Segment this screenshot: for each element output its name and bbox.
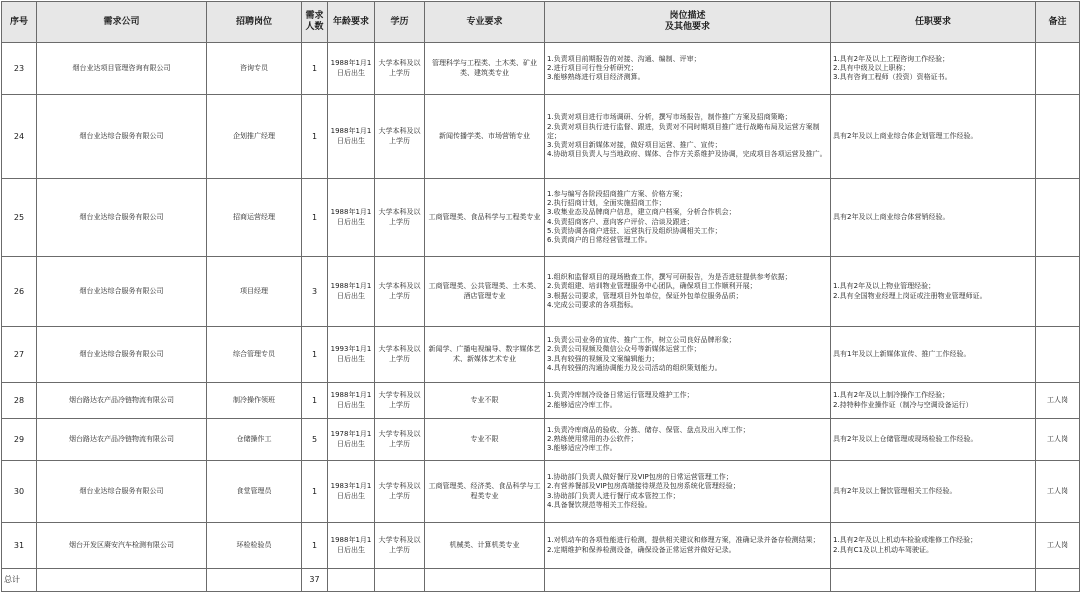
row-note: [1036, 95, 1080, 179]
table-row: [2, 327, 1080, 383]
row-major: 机械类、计算机类专业: [425, 523, 545, 569]
row-company: 烟台业达综合服务有限公司: [37, 257, 207, 327]
table-row: [2, 383, 1080, 419]
header-no: 序号: [2, 2, 37, 43]
header-edu: 学历: [375, 2, 425, 43]
row-position: 综合管理专员: [207, 327, 302, 383]
row-age: 1988年1月1日后出生: [328, 43, 375, 95]
row-desc: 1.参与编写各阶段招商推广方案、价格方案； 2.执行招商计划，全面实施招商工作； 3.收集业态及品牌商户信息，建立商户档案，分析合作机会； 4.负责招商客户、意向客户评价、洽谈及跟进； 5.负责协调各商户进驻、运营执行及组织协调相关工作； 6.负责商户的日常经营管理工作。: [545, 179, 831, 257]
row-edu: 大学本科及以上学历: [375, 257, 425, 327]
header-major: 专业要求: [425, 2, 545, 43]
row-position: 招商运营经理: [207, 179, 302, 257]
row-edu: 大学专科及以上学历: [375, 383, 425, 419]
row-req: 具有2年及以上商业综合体企划管理工作经验。: [831, 95, 1036, 179]
row-edu: 大学本科及以上学历: [375, 95, 425, 179]
row-major: 工商管理类、公共管理类、土木类、酒店管理专业: [425, 257, 545, 327]
total-empty: [328, 569, 375, 592]
table-row: [2, 461, 1080, 523]
total-label: 总计: [2, 569, 37, 592]
total-row: [2, 569, 1080, 592]
row-count: 5: [302, 419, 328, 461]
total-empty: [375, 569, 425, 592]
row-company: 烟台业达项目管理咨询有限公司: [37, 43, 207, 95]
row-count: 1: [302, 43, 328, 95]
total-count: 37: [302, 569, 328, 592]
total-empty: [37, 569, 207, 592]
row-desc: 1.对机动车的各项性能进行检测，提供相关建议和修理方案，准确记录并备存检测结果； 2.定期维护和保养检测设备，确保设备正常运营并做好记录。: [545, 523, 831, 569]
row-req: 具有2年及以上餐饮管理相关工作经验。: [831, 461, 1036, 523]
table-row: [2, 179, 1080, 257]
row-age: 1978年1月1日后出生: [328, 419, 375, 461]
row-company: 烟台业达综合服务有限公司: [37, 95, 207, 179]
row-major: 专业不限: [425, 383, 545, 419]
row-count: 3: [302, 257, 328, 327]
row-note: [1036, 257, 1080, 327]
row-count: 1: [302, 383, 328, 419]
total-empty: [1036, 569, 1080, 592]
recruitment-table: [1, 1, 1080, 592]
row-no: 25: [2, 179, 37, 257]
header-count: 需求 人数: [302, 2, 328, 43]
row-count: 1: [302, 327, 328, 383]
row-note: 工人岗: [1036, 383, 1080, 419]
row-major: 工商管理类、经济类、食品科学与工程类专业: [425, 461, 545, 523]
row-desc: 1.协助部门负责人做好餐厅及VIP包房的日常运营管理工作； 2.有营养餐部及VIP包房高端接待规范及包房系统化管理经验； 3.协助部门负责人进行餐厅成本管控工作； 4.具备餐饮规范等相关工作经验。: [545, 461, 831, 523]
row-major: 新闻学、广播电视编导、数字媒体艺术、新媒体艺术专业: [425, 327, 545, 383]
row-req: 具有2年及以上仓储管理或现场检验工作经验。: [831, 419, 1036, 461]
row-position: 仓储操作工: [207, 419, 302, 461]
row-req: 1.具有2年及以上工程咨询工作经验； 2.具有中级及以上职称； 3.具有咨询工程师（投资）资格证书。: [831, 43, 1036, 95]
total-empty: [545, 569, 831, 592]
total-empty: [207, 569, 302, 592]
header-age: 年龄要求: [328, 2, 375, 43]
table-row: [2, 43, 1080, 95]
row-req: 1.具有2年及以上制冷操作工作经验； 2.持特种作业操作证（制冷与空调设备运行）: [831, 383, 1036, 419]
row-position: 项目经理: [207, 257, 302, 327]
header-note: 备注: [1036, 2, 1080, 43]
row-desc: 1.负责冷库制冷设备日常运行管理及维护工作； 2.能够适应冷库工作。: [545, 383, 831, 419]
row-age: 1988年1月1日后出生: [328, 95, 375, 179]
row-age: 1983年1月1日后出生: [328, 461, 375, 523]
table-row: [2, 419, 1080, 461]
header-row: [2, 2, 1080, 43]
row-age: 1988年1月1日后出生: [328, 257, 375, 327]
row-age: 1988年1月1日后出生: [328, 523, 375, 569]
header-desc: 岗位描述 及其他要求: [545, 2, 831, 43]
row-edu: 大学专科及以上学历: [375, 461, 425, 523]
row-count: 1: [302, 523, 328, 569]
row-position: 环检检验员: [207, 523, 302, 569]
row-major: 工商管理类、食品科学与工程类专业: [425, 179, 545, 257]
header-req: 任职要求: [831, 2, 1036, 43]
row-desc: 1.负责项目前期报告的对接、沟通、编制、评审； 2.进行项目可行性分析研究； 3.能够熟练进行项目经济测算。: [545, 43, 831, 95]
row-age: 1988年1月1日后出生: [328, 179, 375, 257]
row-desc: 1.负责冷库商品的验收、分拣、储存、保管、盘点及出入库工作； 2.熟练使用常用的办公软件； 3.能够适应冷库工作。: [545, 419, 831, 461]
row-major: 专业不限: [425, 419, 545, 461]
row-no: 29: [2, 419, 37, 461]
row-age: 1993年1月1日后出生: [328, 327, 375, 383]
row-req: 具有1年及以上新媒体宣传、推广工作经验。: [831, 327, 1036, 383]
row-note: 工人岗: [1036, 419, 1080, 461]
row-note: 工人岗: [1036, 461, 1080, 523]
row-position: 食堂管理员: [207, 461, 302, 523]
table-row: [2, 257, 1080, 327]
row-company: 烟台路达农产品冷链物流有限公司: [37, 383, 207, 419]
row-company: 烟台开发区赓安汽车检测有限公司: [37, 523, 207, 569]
table-row: [2, 523, 1080, 569]
row-req: 1.具有2年及以上物业管理经验； 2.具有全国物业经理上岗证或注册物业管理师证。: [831, 257, 1036, 327]
row-note: [1036, 179, 1080, 257]
row-desc: 1.负责对项目进行市场调研、分析，撰写市场报告，制作推广方案及招商策略； 2.负责对项目执行进行监督、跟进，负责对不同时期项目推广进行战略布局及运营方案制定； 3.负责对项目新媒体对接，做好项目运营、推广、宣传； 4.协助项目负责人与当地政府、媒体、合作方关系维护及协调，完成项目各项运营及推广。: [545, 95, 831, 179]
row-edu: 大学本科及以上学历: [375, 179, 425, 257]
row-edu: 大学本科及以上学历: [375, 327, 425, 383]
row-no: 31: [2, 523, 37, 569]
row-position: 咨询专员: [207, 43, 302, 95]
row-position: 企划推广经理: [207, 95, 302, 179]
table-row: [2, 95, 1080, 179]
row-no: 23: [2, 43, 37, 95]
row-position: 制冷操作领班: [207, 383, 302, 419]
header-company: 需求公司: [37, 2, 207, 43]
row-edu: 大学专科及以上学历: [375, 419, 425, 461]
total-empty: [831, 569, 1036, 592]
row-note: [1036, 327, 1080, 383]
row-age: 1988年1月1日后出生: [328, 383, 375, 419]
row-req: 具有2年及以上商业综合体营销经验。: [831, 179, 1036, 257]
row-edu: 大学本科及以上学历: [375, 43, 425, 95]
row-req: 1.具有2年及以上机动车检验或维修工作经验； 2.具有C1及以上机动车驾驶证。: [831, 523, 1036, 569]
header-position: 招聘岗位: [207, 2, 302, 43]
row-company: 烟台路达农产品冷链物流有限公司: [37, 419, 207, 461]
row-desc: 1.组织和监督项目的现场勘查工作，撰写可研报告，为是否进驻提供参考依据； 2.负责组建、培训物业管理服务中心团队，确保项目工作顺利开展； 3.根据公司要求，管理项目外包单位，保证外包单位服务品质； 4.完成公司要求的各项指标。: [545, 257, 831, 327]
row-no: 26: [2, 257, 37, 327]
row-major: 新闻传播学类、市场营销专业: [425, 95, 545, 179]
row-major: 管理科学与工程类、土木类、矿业类、建筑类专业: [425, 43, 545, 95]
row-company: 烟台业达综合服务有限公司: [37, 461, 207, 523]
row-no: 27: [2, 327, 37, 383]
row-edu: 大学专科及以上学历: [375, 523, 425, 569]
row-no: 30: [2, 461, 37, 523]
row-count: 1: [302, 179, 328, 257]
row-count: 1: [302, 95, 328, 179]
row-desc: 1.负责公司业务的宣传、推广工作，树立公司良好品牌形象； 2.负责公司视频及微信公众号等新媒体运营工作； 3.具有较强的视频及文案编辑能力； 4.具有较强的沟通协调能力及公司活动的组织策划能力。: [545, 327, 831, 383]
row-no: 28: [2, 383, 37, 419]
row-no: 24: [2, 95, 37, 179]
row-company: 烟台业达综合服务有限公司: [37, 327, 207, 383]
total-empty: [425, 569, 545, 592]
row-note: 工人岗: [1036, 523, 1080, 569]
row-note: [1036, 43, 1080, 95]
row-company: 烟台业达综合服务有限公司: [37, 179, 207, 257]
row-count: 1: [302, 461, 328, 523]
